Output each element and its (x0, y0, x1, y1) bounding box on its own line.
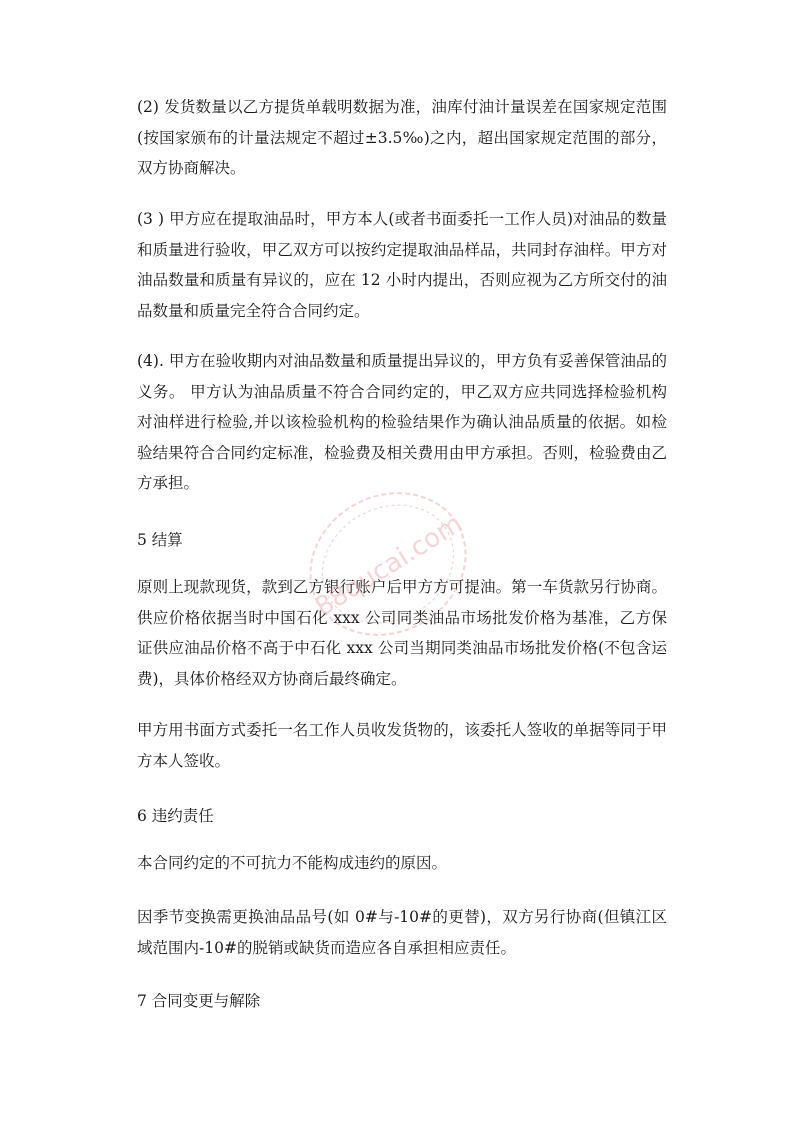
paragraph-settlement: 原则上现款现货，款到乙方银行账户后甲方方可提油。第一车货款另行协商。 供应价格依据当时中国石化 xxx 公司同类油品市场批发价格为基准，乙方保证供应油品价格不高于中石化 xxx 公司当期同类油品市场批发价格(不包含运费)，具体价格经双方协商后最终确定。 (137, 578, 667, 688)
section-heading-settlement: 5 结算 (137, 531, 183, 549)
watermark-text: 88qucai.com (310, 508, 468, 623)
paragraph-entrust: 甲方用书面方式委托一名工作人员收发货物的，该委托人签收的单据等同于甲方本人签收。 (137, 721, 667, 770)
paragraph-delivery-quantity: (2) 发货数量以乙方提货单载明数据为准，油库付油计量误差在国家规定范围(按国家颁布的计量法规定不超过±3.5‰)之内，超出国家规定范围的部分，双方协商解决。 (137, 98, 667, 177)
paragraph-dispute: (4). 甲方在验收期内对油品数量和质量提出异议的，甲方负有妥善保管油品的义务。 甲方认为油品质量不符合合同约定的，甲乙双方应共同选择检验机构对油样进行检验,并以该检验机构的检验结果作为确认油品质量的依据。如检验结果符合合同约定标准，检验费及相关费用由甲方承担。否则，检验费由乙方承担。 (137, 352, 667, 492)
paragraph-inspection: (3 ) 甲方应在提取油品时，甲方本人(或者书面委托一工作人员)对油品的数量和质量进行验收，甲乙双方可以按约定提取油品样品，共同封存油样。甲方对油品数量和质量有异议的，应在 12 小时内提出，否则应视为乙方所交付的油品数量和质量完全符合合同约定。 (137, 210, 667, 320)
paragraph-force-majeure: 本合同约定的不可抗力不能构成违约的原因。 (137, 854, 448, 872)
paragraph-season-change: 因季节变换需更换油品品号(如 0#与-10#的更替)，双方另行协商(但镇江区域范围内-10#的脱销或缺货而造应各自承担相应责任。 (137, 908, 667, 957)
section-heading-modification: 7 合同变更与解除 (137, 992, 261, 1010)
section-heading-liability: 6 违约责任 (137, 807, 214, 825)
